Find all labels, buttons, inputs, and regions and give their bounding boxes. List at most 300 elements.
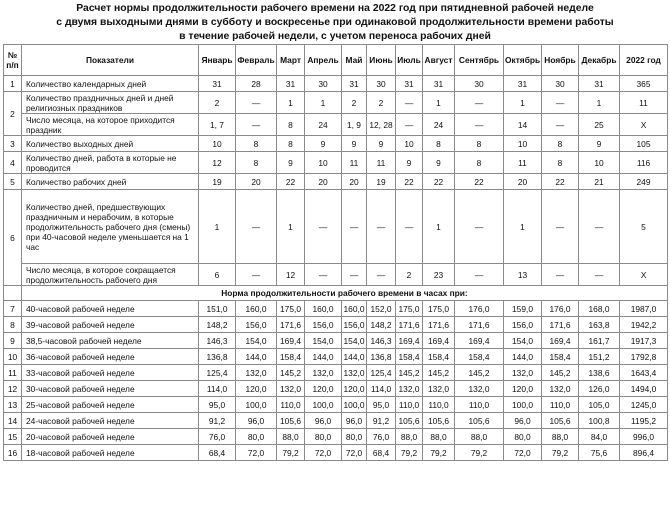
cell-value: 72,0	[342, 445, 367, 461]
cell-value: 22	[277, 174, 305, 190]
cell-value: 11	[342, 152, 367, 174]
cell-value: 171,6	[396, 317, 423, 333]
cell-value: 24	[305, 114, 342, 136]
cell-value: 154,0	[342, 333, 367, 349]
cell-value: 171,6	[277, 317, 305, 333]
cell-value: 152,0	[367, 301, 396, 317]
cell-value: 72,0	[305, 445, 342, 461]
row-label: 39-часовой рабочей неделе	[22, 317, 199, 333]
row-label: 18-часовой рабочей неделе	[22, 445, 199, 461]
cell-value: 105,6	[423, 413, 455, 429]
cell-value: 158,4	[542, 349, 579, 365]
cell-value: 1245,0	[620, 397, 668, 413]
cell-value: —	[396, 92, 423, 114]
cell-value: 110,0	[542, 397, 579, 413]
cell-value: 68,4	[367, 445, 396, 461]
cell-value: 88,0	[396, 429, 423, 445]
row-number: 2	[4, 92, 22, 136]
row-label: 30-часовой рабочей неделе	[22, 381, 199, 397]
cell-value: 95,0	[367, 397, 396, 413]
cell-value: —	[579, 190, 620, 264]
cell-value: 22	[423, 174, 455, 190]
row-number: 13	[4, 397, 22, 413]
cell-value: 132,0	[342, 365, 367, 381]
cell-value: 9	[277, 152, 305, 174]
cell-value: 1	[423, 92, 455, 114]
cell-value: 144,0	[236, 349, 277, 365]
cell-value: 1	[199, 190, 236, 264]
cell-value: 9	[579, 136, 620, 152]
col-header-month: Июль	[396, 45, 423, 76]
cell-value: 9	[396, 152, 423, 174]
cell-value: 105,6	[277, 413, 305, 429]
row-label: 36-часовой рабочей неделе	[22, 349, 199, 365]
cell-value: 120,0	[305, 381, 342, 397]
table-row	[4, 76, 668, 92]
cell-value: 1987,0	[620, 301, 668, 317]
cell-value: 156,0	[504, 317, 542, 333]
title-line-3: в течение рабочей недели, с учетом переноса рабочих дней	[179, 31, 491, 42]
col-header-num: № п/п	[4, 45, 22, 76]
table-row	[4, 365, 668, 381]
cell-value: 175,0	[396, 301, 423, 317]
cell-value: 1494,0	[620, 381, 668, 397]
cell-value: 105,6	[455, 413, 504, 429]
cell-value: 20	[236, 174, 277, 190]
cell-value: 31	[579, 76, 620, 92]
cell-value: 96,0	[236, 413, 277, 429]
cell-value: 31	[504, 76, 542, 92]
cell-value: 160,0	[236, 301, 277, 317]
cell-value: 2	[396, 264, 423, 286]
cell-value: 10	[396, 136, 423, 152]
row-label: Количество праздничных дней и дней религиозных праздников	[22, 92, 199, 114]
cell-value: 8	[236, 152, 277, 174]
col-header-month: Август	[423, 45, 455, 76]
row-number: 7	[4, 301, 22, 317]
cell-value: 100,0	[504, 397, 542, 413]
cell-value: 95,0	[199, 397, 236, 413]
cell-value: 72,0	[236, 445, 277, 461]
cell-value: —	[305, 264, 342, 286]
cell-value: —	[396, 114, 423, 136]
cell-value: —	[305, 190, 342, 264]
cell-value: 8	[236, 136, 277, 152]
cell-value: 154,0	[236, 333, 277, 349]
cell-value: 9	[367, 136, 396, 152]
cell-value: 19	[367, 174, 396, 190]
row-number: 12	[4, 381, 22, 397]
cell-value: 151,0	[199, 301, 236, 317]
table-row	[4, 174, 668, 190]
title-line-2: с двумя выходными днями в субботу и воскресенье при одинаковой продолжительности времени работы	[56, 17, 614, 28]
cell-value: 96,0	[305, 413, 342, 429]
cell-value: 8	[423, 136, 455, 152]
cell-value: 896,4	[620, 445, 668, 461]
row-label: 33-часовой рабочей неделе	[22, 365, 199, 381]
cell-value: 175,0	[423, 301, 455, 317]
cell-value: 114,0	[367, 381, 396, 397]
cell-value: 1643,4	[620, 365, 668, 381]
cell-value: 22	[396, 174, 423, 190]
cell-value: 146,3	[199, 333, 236, 349]
cell-value: 120,0	[342, 381, 367, 397]
cell-value: 132,0	[236, 365, 277, 381]
cell-value: 14	[504, 114, 542, 136]
row-label: 25-часовой рабочей неделе	[22, 397, 199, 413]
col-header-month: Январь	[199, 45, 236, 76]
cell-value: 144,0	[342, 349, 367, 365]
col-header-month: Ноябрь	[542, 45, 579, 76]
cell-value: 79,2	[423, 445, 455, 461]
cell-value: 136,8	[199, 349, 236, 365]
table-row	[4, 92, 668, 114]
cell-value: 1	[504, 92, 542, 114]
table-row	[4, 301, 668, 317]
cell-value: 145,2	[455, 365, 504, 381]
section-title: Норма продолжительности рабочего времени в часах при:	[22, 286, 668, 301]
row-label: 40-часовой рабочей неделе	[22, 301, 199, 317]
row-label: 24-часовой рабочей неделе	[22, 413, 199, 429]
row-label: Число месяца, в которое сокращается продолжительность рабочего дня	[22, 264, 199, 286]
cell-value: 79,2	[455, 445, 504, 461]
cell-value: —	[542, 264, 579, 286]
cell-value: 126,0	[579, 381, 620, 397]
cell-value: 156,0	[236, 317, 277, 333]
cell-value: 91,2	[199, 413, 236, 429]
table-row	[4, 445, 668, 461]
cell-value: 8	[277, 114, 305, 136]
cell-value: 125,4	[367, 365, 396, 381]
row-number: 6	[4, 190, 22, 286]
cell-value: 110,0	[455, 397, 504, 413]
cell-value: —	[455, 114, 504, 136]
cell-value: 100,0	[236, 397, 277, 413]
cell-value: 10	[504, 136, 542, 152]
cell-value: 10	[579, 152, 620, 174]
col-header-month: Сентябрь	[455, 45, 504, 76]
cell-value: 1, 9	[342, 114, 367, 136]
cell-value: 175,0	[277, 301, 305, 317]
cell-value: 365	[620, 76, 668, 92]
row-number: 16	[4, 445, 22, 461]
cell-value: 20	[305, 174, 342, 190]
row-number: 15	[4, 429, 22, 445]
cell-value: 8	[542, 152, 579, 174]
col-header-month: Май	[342, 45, 367, 76]
cell-value: 80,0	[305, 429, 342, 445]
cell-value: 5	[620, 190, 668, 264]
cell-value: 105,6	[542, 413, 579, 429]
cell-value: 145,2	[277, 365, 305, 381]
cell-value: 144,0	[305, 349, 342, 365]
cell-value: 1	[504, 190, 542, 264]
cell-value: 25	[579, 114, 620, 136]
cell-value: 10	[199, 136, 236, 152]
work-hours-table	[3, 44, 668, 461]
cell-value: 100,8	[579, 413, 620, 429]
page-title	[0, 0, 670, 44]
cell-value: 158,4	[423, 349, 455, 365]
cell-value: 132,0	[305, 365, 342, 381]
row-number: 1	[4, 76, 22, 92]
cell-value: 105	[620, 136, 668, 152]
cell-value: 30	[305, 76, 342, 92]
cell-value: 160,0	[342, 301, 367, 317]
cell-value: 2	[367, 92, 396, 114]
cell-value: 88,0	[542, 429, 579, 445]
cell-value: 11	[620, 92, 668, 114]
cell-value: 168,0	[579, 301, 620, 317]
row-label: Количество календарных дней	[22, 76, 199, 92]
cell-value: —	[455, 264, 504, 286]
cell-value: 151,2	[579, 349, 620, 365]
cell-value: —	[236, 264, 277, 286]
cell-value: 169,4	[542, 333, 579, 349]
cell-value: 24	[423, 114, 455, 136]
cell-value: 148,2	[199, 317, 236, 333]
cell-value: 110,0	[277, 397, 305, 413]
row-number: 3	[4, 136, 22, 152]
cell-value: 96,0	[342, 413, 367, 429]
cell-value: 88,0	[423, 429, 455, 445]
table-row	[4, 397, 668, 413]
cell-value: 72,0	[504, 445, 542, 461]
cell-value: 110,0	[423, 397, 455, 413]
cell-value: 12	[277, 264, 305, 286]
cell-value: 80,0	[236, 429, 277, 445]
cell-value: 88,0	[455, 429, 504, 445]
row-number: 8	[4, 317, 22, 333]
cell-value: 76,0	[367, 429, 396, 445]
cell-value: 30	[455, 76, 504, 92]
cell-value: 96,0	[504, 413, 542, 429]
row-number: 14	[4, 413, 22, 429]
cell-value: 249	[620, 174, 668, 190]
row-number: 5	[4, 174, 22, 190]
cell-value: 1792,8	[620, 349, 668, 365]
cell-value: 156,0	[305, 317, 342, 333]
cell-value: —	[455, 92, 504, 114]
cell-value: 171,6	[455, 317, 504, 333]
cell-value: 2	[199, 92, 236, 114]
table-row	[4, 152, 668, 174]
cell-value: 1, 7	[199, 114, 236, 136]
cell-value: 996,0	[620, 429, 668, 445]
cell-value: 171,6	[542, 317, 579, 333]
cell-value: 169,4	[455, 333, 504, 349]
cell-value: 12, 28	[367, 114, 396, 136]
cell-value: —	[455, 190, 504, 264]
cell-value: 110,0	[396, 397, 423, 413]
cell-value: —	[579, 264, 620, 286]
table-row	[4, 136, 668, 152]
cell-value: 132,0	[542, 381, 579, 397]
cell-value: 145,2	[396, 365, 423, 381]
cell-value: 136,8	[367, 349, 396, 365]
cell-value: 9	[305, 136, 342, 152]
cell-value: 30	[542, 76, 579, 92]
cell-value: 100,0	[342, 397, 367, 413]
cell-value: 91,2	[367, 413, 396, 429]
cell-value: 23	[423, 264, 455, 286]
cell-value: 132,0	[277, 381, 305, 397]
cell-value: 20	[504, 174, 542, 190]
cell-value: 80,0	[342, 429, 367, 445]
cell-value: —	[542, 114, 579, 136]
cell-value: 1942,2	[620, 317, 668, 333]
section-row	[4, 286, 668, 301]
cell-value: 145,2	[423, 365, 455, 381]
cell-value: 1	[423, 190, 455, 264]
row-number: 4	[4, 152, 22, 174]
cell-value: 132,0	[396, 381, 423, 397]
cell-value: 2	[342, 92, 367, 114]
cell-value: 8	[277, 136, 305, 152]
cell-value: 79,2	[277, 445, 305, 461]
row-number: 10	[4, 349, 22, 365]
row-label: Количество выходных дней	[22, 136, 199, 152]
cell-value: 105,6	[396, 413, 423, 429]
cell-value: 31	[199, 76, 236, 92]
cell-value: 80,0	[504, 429, 542, 445]
cell-value: 169,4	[277, 333, 305, 349]
title-line-1: Расчет нормы продолжительности рабочего времени на 2022 год при пятидневной рабочей неделе	[76, 3, 594, 14]
cell-value: 30	[367, 76, 396, 92]
col-header-month: Апрель	[305, 45, 342, 76]
cell-value: 105,0	[579, 397, 620, 413]
col-header-month: Декабрь	[579, 45, 620, 76]
cell-value: 10	[305, 152, 342, 174]
cell-value: 84,0	[579, 429, 620, 445]
row-number: 9	[4, 333, 22, 349]
cell-value: 75,6	[579, 445, 620, 461]
section-spacer	[4, 286, 22, 301]
cell-value: 8	[455, 152, 504, 174]
cell-value: 22	[542, 174, 579, 190]
cell-value: —	[342, 264, 367, 286]
table-row	[4, 333, 668, 349]
cell-value: 125,4	[199, 365, 236, 381]
cell-value: —	[236, 114, 277, 136]
table-row	[4, 381, 668, 397]
cell-value: 12	[199, 152, 236, 174]
cell-value: X	[620, 114, 668, 136]
cell-value: 20	[342, 174, 367, 190]
cell-value: 19	[199, 174, 236, 190]
cell-value: 116	[620, 152, 668, 174]
cell-value: 159,0	[504, 301, 542, 317]
col-header-label: Показатели	[22, 45, 199, 76]
col-header-month: Февраль	[236, 45, 277, 76]
cell-value: 1195,2	[620, 413, 668, 429]
cell-value: —	[342, 190, 367, 264]
cell-value: —	[542, 92, 579, 114]
cell-value: X	[620, 264, 668, 286]
cell-value: 1	[277, 92, 305, 114]
cell-value: 144,0	[504, 349, 542, 365]
cell-value: 1	[277, 190, 305, 264]
cell-value: 9	[423, 152, 455, 174]
cell-value: 138,6	[579, 365, 620, 381]
row-label: Количество дней, предшествующих праздничным и нерабочим, в которые продолжительность рабочего дня (смены) при 40-часовой неделе уменьшается на 1 час	[22, 190, 199, 264]
cell-value: 1	[305, 92, 342, 114]
cell-value: 68,4	[199, 445, 236, 461]
col-header-month: Октябрь	[504, 45, 542, 76]
cell-value: —	[367, 190, 396, 264]
cell-value: 9	[342, 136, 367, 152]
row-label: 38,5-часовой рабочей неделе	[22, 333, 199, 349]
cell-value: —	[236, 92, 277, 114]
table-row	[4, 413, 668, 429]
cell-value: 120,0	[236, 381, 277, 397]
col-header-month: Март	[277, 45, 305, 76]
cell-value: —	[396, 190, 423, 264]
cell-value: 114,0	[199, 381, 236, 397]
cell-value: 88,0	[277, 429, 305, 445]
cell-value: 120,0	[504, 381, 542, 397]
cell-value: 1917,3	[620, 333, 668, 349]
table-row	[4, 429, 668, 445]
cell-value: 146,3	[367, 333, 396, 349]
cell-value: 100,0	[305, 397, 342, 413]
cell-value: 163,8	[579, 317, 620, 333]
cell-value: 6	[199, 264, 236, 286]
col-header-month: Июнь	[367, 45, 396, 76]
cell-value: 11	[367, 152, 396, 174]
cell-value: —	[367, 264, 396, 286]
cell-value: 31	[423, 76, 455, 92]
row-number: 11	[4, 365, 22, 381]
cell-value: 154,0	[504, 333, 542, 349]
cell-value: 76,0	[199, 429, 236, 445]
table-row	[4, 264, 668, 286]
cell-value: 11	[504, 152, 542, 174]
cell-value: 176,0	[542, 301, 579, 317]
cell-value: 161,7	[579, 333, 620, 349]
header-row	[4, 45, 668, 76]
cell-value: 132,0	[455, 381, 504, 397]
cell-value: 132,0	[504, 365, 542, 381]
cell-value: 13	[504, 264, 542, 286]
table-row	[4, 190, 668, 264]
cell-value: 169,4	[396, 333, 423, 349]
cell-value: 22	[455, 174, 504, 190]
cell-value: 132,0	[423, 381, 455, 397]
row-label: Число месяца, на которое приходится праздник	[22, 114, 199, 136]
cell-value: —	[542, 190, 579, 264]
cell-value: 31	[396, 76, 423, 92]
table-row	[4, 349, 668, 365]
cell-value: 8	[542, 136, 579, 152]
cell-value: 28	[236, 76, 277, 92]
cell-value: 8	[455, 136, 504, 152]
cell-value: 158,4	[277, 349, 305, 365]
row-label: Количество дней, работа в которые не проводится	[22, 152, 199, 174]
table-row	[4, 317, 668, 333]
cell-value: 145,2	[542, 365, 579, 381]
cell-value: 160,0	[305, 301, 342, 317]
cell-value: 158,4	[455, 349, 504, 365]
cell-value: 148,2	[367, 317, 396, 333]
cell-value: 1	[579, 92, 620, 114]
cell-value: 169,4	[423, 333, 455, 349]
cell-value: —	[236, 190, 277, 264]
cell-value: 176,0	[455, 301, 504, 317]
cell-value: 79,2	[396, 445, 423, 461]
table-row	[4, 114, 668, 136]
cell-value: 158,4	[396, 349, 423, 365]
